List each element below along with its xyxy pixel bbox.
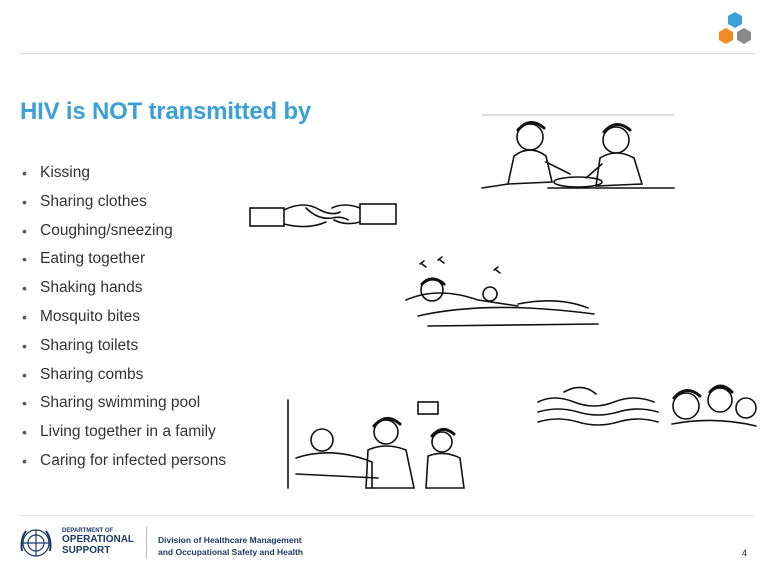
bullet-icon: • [22, 222, 27, 239]
department-line-3: SUPPORT [62, 544, 111, 556]
bullet-icon: • [22, 337, 27, 354]
bullet-icon: • [22, 280, 27, 297]
list-item [22, 333, 226, 362]
swimming-pool-illustration [534, 378, 760, 436]
list-item-text: Sharing clothes [40, 192, 147, 210]
list-item [22, 160, 226, 189]
list-item [22, 246, 226, 275]
handshake-illustration [248, 190, 398, 238]
bullet-icon: • [22, 193, 27, 210]
division-name [158, 534, 303, 558]
list-item-text: Coughing/sneezing [40, 221, 173, 239]
hexagon-gray [737, 28, 751, 44]
list-item-text: Kissing [40, 164, 90, 181]
hexagon-orange [719, 28, 733, 44]
list-item-text: Shaking hands [40, 279, 143, 297]
hexagon-blue [728, 12, 742, 28]
division-line-1: Division of Healthcare Management [158, 535, 302, 545]
list-item [22, 448, 226, 477]
department-line-2: OPERATIONAL [62, 534, 135, 545]
list-item-text: Eating together [40, 250, 146, 268]
list-item-text: Mosquito bites [40, 307, 140, 325]
list-item [22, 390, 226, 419]
un-emblem-icon [18, 525, 54, 561]
bullet-list [22, 160, 226, 477]
bullet-icon: • [22, 366, 27, 383]
eating-together-illustration [478, 112, 678, 194]
footer-divider [20, 515, 755, 516]
page-title: HIV is NOT transmitted by [20, 98, 312, 125]
bullet-icon: • [22, 424, 27, 441]
list-item [22, 419, 226, 448]
list-item-text: Living together in a family [40, 423, 216, 441]
bullet-icon: • [22, 251, 27, 268]
header-divider [20, 53, 755, 54]
bullet-icon: • [22, 452, 27, 469]
family-care-illustration [282, 398, 482, 490]
list-item [22, 189, 226, 218]
list-item [22, 362, 226, 391]
list-item [22, 275, 226, 304]
list-item [22, 218, 226, 247]
bullet-icon: • [22, 165, 27, 181]
division-line-2: and Occupational Safety and Health [158, 547, 304, 557]
list-item-text: Sharing combs [40, 365, 144, 383]
hexagon-logo-icon [712, 10, 756, 50]
bullet-icon: • [22, 308, 27, 325]
mosquito-bites-illustration [398, 256, 602, 328]
department-name [62, 527, 134, 556]
bullet-icon: • [22, 395, 27, 412]
page-number: 4 [742, 548, 748, 558]
list-item [22, 304, 226, 333]
list-item-text: Caring for infected persons [40, 451, 227, 469]
department-line-1: DEPARTMENT OF [62, 528, 114, 534]
list-item-text: Sharing swimming pool [40, 394, 201, 412]
footer-separator [146, 527, 147, 559]
list-item-text: Sharing toilets [40, 336, 139, 354]
